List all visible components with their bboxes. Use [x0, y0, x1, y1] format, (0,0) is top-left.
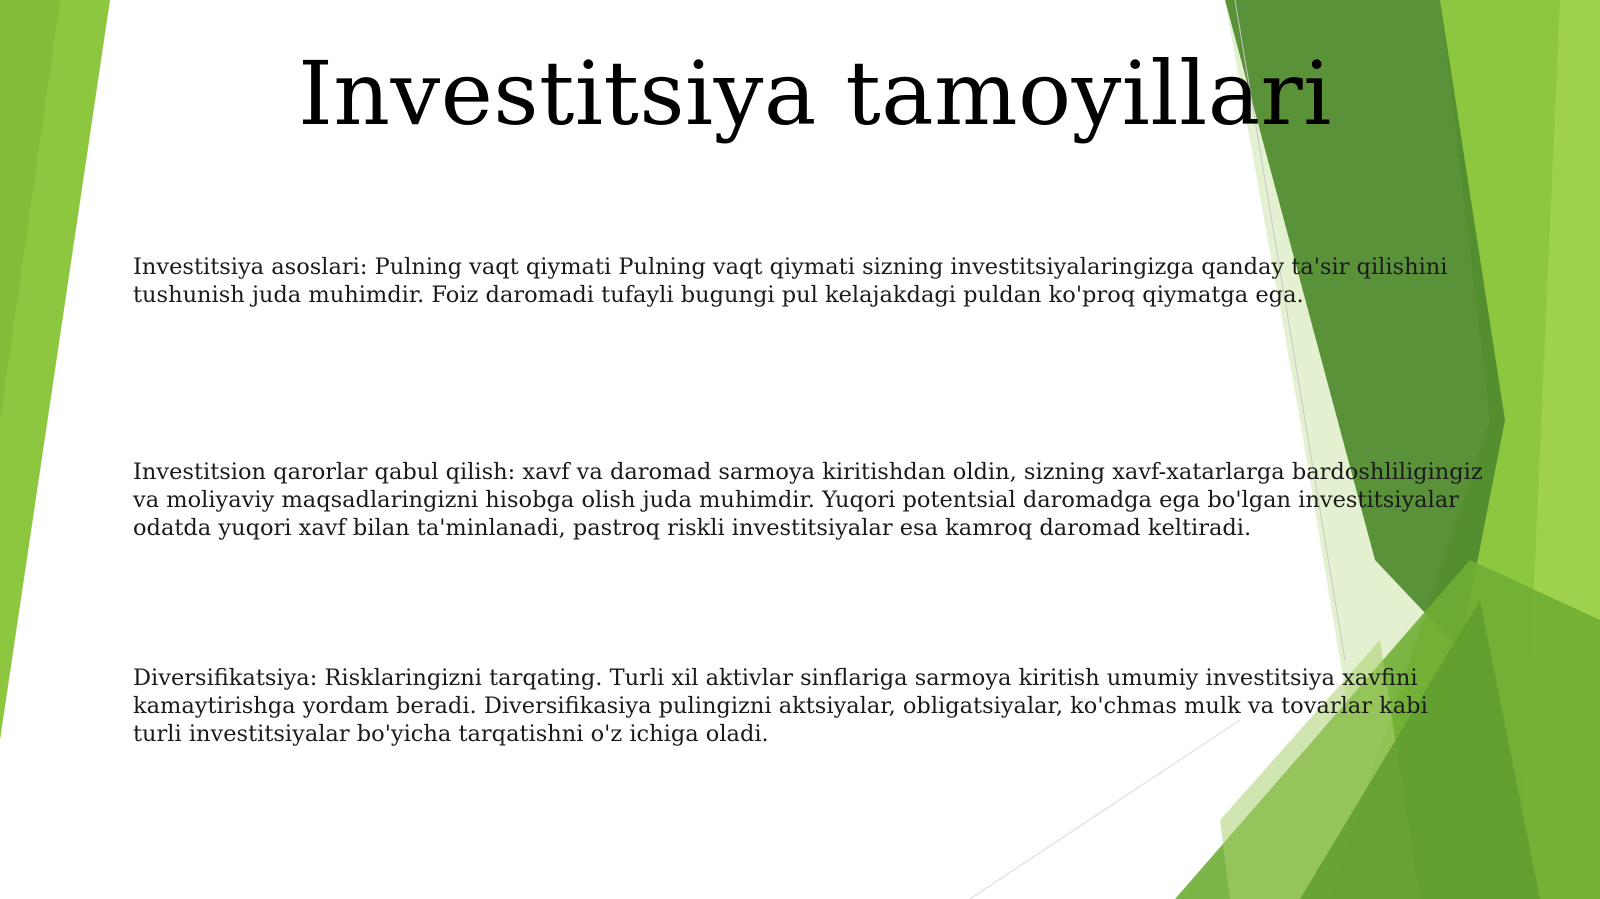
paragraph-diversification: Diversifikatsiya: Risklaringizni tarqating. Turli xil aktivlar sinflariga sarmoya kiritish umumiy investitsiya xavfini kamaytirishga yordam beradi. Diversifikasiya pulingizni aktsiyalar, obligatsiyalar, ko'chmas mulk va tovarlar kabi turli investitsiyalar bo'yicha tarqatishni o'z ichiga oladi.	[133, 665, 1428, 747]
paragraph-investment-decisions: Investitsion qarorlar qabul qilish: xavf va daromad sarmoya kiritishdan oldin, sizning xavf-xatarlarga bardoshliligingiz va moliyaviy maqsadlaringizni hisobga olish juda muhimdir. Yuqori potentsial daromadga ega bo'lgan investitsiyalar odatda yuqori xavf bilan ta'minlanadi, pastroq riskli investitsiyalar esa kamroq daromad keltiradi.	[133, 459, 1483, 541]
paragraph-investment-basics: Investitsiya asoslari: Pulning vaqt qiymati Pulning vaqt qiymati sizning investitsiyalaringizga qanday ta'sir qilishini tushunish juda muhimdir. Foiz daromadi tufayli bugungi pul kelajakdagi puldan ko'proq qiymatga ega.	[133, 254, 1448, 308]
slide-title: Investitsiya tamoyillari	[298, 42, 1332, 145]
